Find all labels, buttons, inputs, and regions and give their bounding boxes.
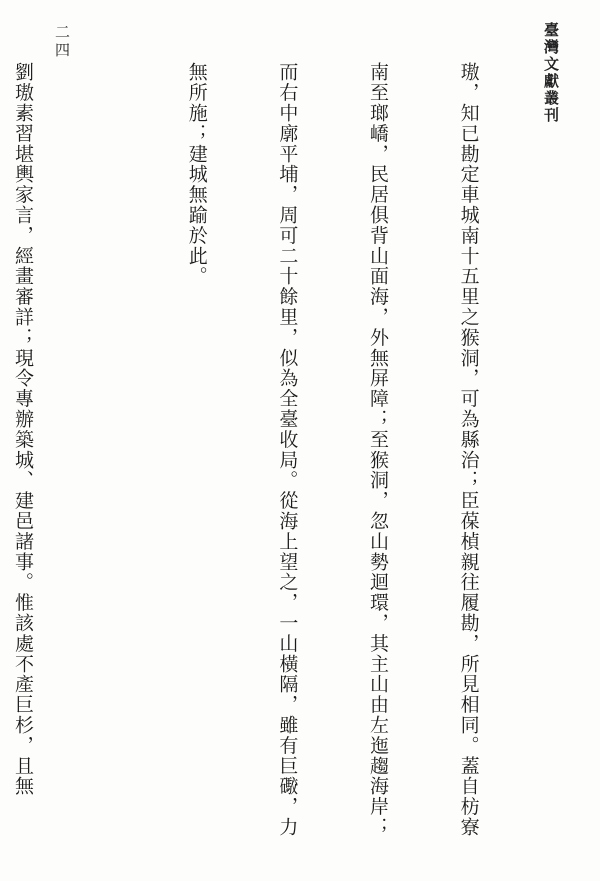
text-line: 南至瑯嶠，民居俱背山面海，外無屏障；至猴洞，忽山勢迴環，其主山由左迤趨海岸； xyxy=(366,62,389,838)
body-text xyxy=(11,62,544,852)
page-number: 二四 xyxy=(53,24,71,60)
running-title: 臺灣文獻叢刊 xyxy=(542,22,560,124)
paragraph xyxy=(0,62,121,852)
paragraph xyxy=(121,62,544,852)
text-line: 璈，知已勘定車城南十五里之猴洞，可為縣治；臣葆楨親往履勘，所見相同。蓋自枋寮 xyxy=(457,62,480,838)
text-line: 劉璈素習堪輿家言，經畫審詳；現令專辦築城、建邑諸事。惟該處不產巨杉，且無 xyxy=(11,62,34,797)
text-line: 無所施；建城無踰於此。 xyxy=(185,62,208,287)
text-line: 而右中廓平埔，周可二十餘里，似為全臺收局。從海上望之，一山橫隔，雖有巨礮，力 xyxy=(276,62,299,838)
